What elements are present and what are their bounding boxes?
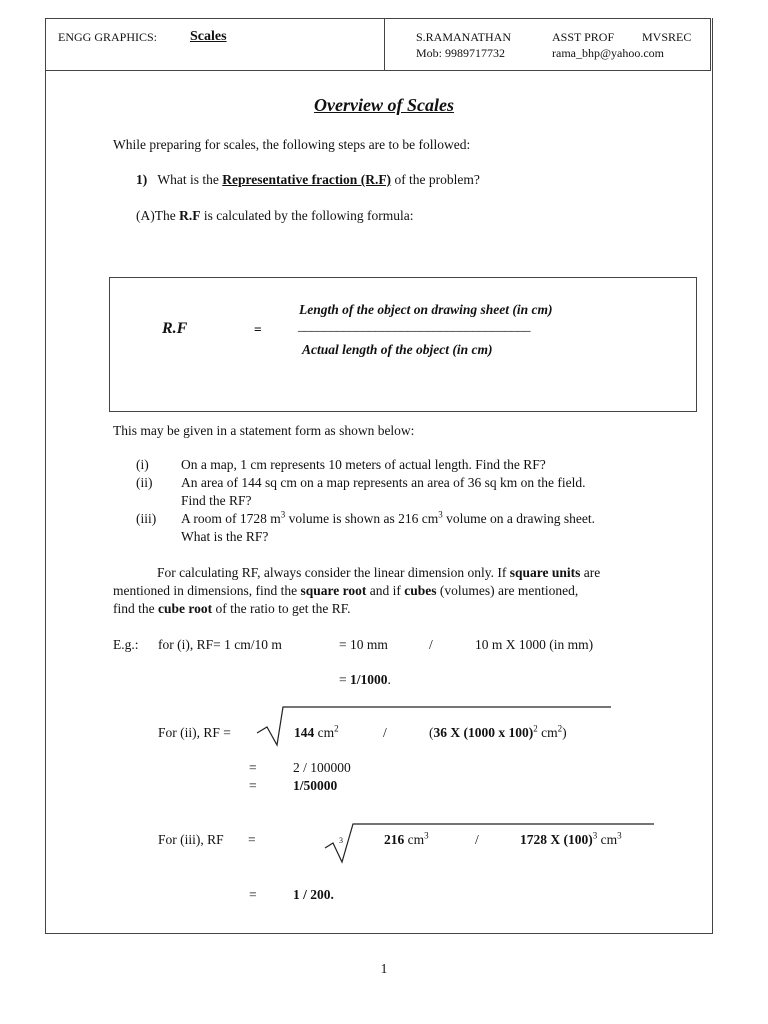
example-label: E.g.:	[113, 637, 139, 652]
step-a-post: is calculated by the following formula:	[200, 208, 414, 223]
step-a-term: R.F	[179, 208, 201, 223]
ex3-slash: /	[475, 832, 479, 847]
ex2-n-unit: cm	[314, 725, 335, 740]
para-l2b: square root	[300, 583, 367, 598]
ex3-d-sup1: 3	[592, 830, 598, 841]
para-l2c: and if	[366, 583, 405, 598]
ex3-numerator	[384, 832, 429, 848]
ex2-lhs: For (ii), RF =	[158, 725, 231, 740]
ex3-denominator	[520, 832, 622, 848]
header-divider	[384, 18, 385, 71]
ex2-d-sup2: 2	[557, 723, 563, 734]
item-2-text: An area of 144 sq cm on a map represents an area of 36 sq km on the field.	[181, 475, 586, 490]
ex3-val: 1 / 200.	[293, 887, 334, 902]
ex3-d-bold: 1728 X (100)	[520, 832, 593, 847]
step-a-label: (A)	[136, 208, 155, 223]
ex2-d-close: )	[562, 725, 567, 740]
step-1-term: Representative fraction (R.F)	[222, 172, 392, 187]
page-title: Overview of Scales	[314, 95, 454, 115]
para-l2d: cubes	[404, 583, 437, 598]
ex1-slash: /	[429, 637, 433, 652]
ex3-n-unit: cm	[404, 832, 425, 847]
step-1	[136, 172, 480, 188]
para-line-3	[113, 601, 351, 617]
header-institution: MVSREC	[642, 30, 692, 44]
ex3-d-sup2: 3	[617, 830, 622, 841]
item-3-part-1: A room of 1728 m	[181, 511, 281, 526]
ex2-numerator	[294, 725, 339, 741]
ex1-result	[339, 672, 391, 688]
ex2-denominator	[429, 725, 567, 741]
header-topic: Scales	[190, 29, 227, 44]
item-1-text: On a map, 1 cm represents 10 meters of actual length. Find the RF?	[181, 457, 546, 472]
para-l2e: (volumes) are mentioned,	[436, 583, 579, 598]
ex3-root-index: 3	[339, 836, 343, 845]
para-line-2	[113, 583, 578, 599]
para-l1a: For calculating RF, always consider the linear dimension only. If	[157, 565, 510, 580]
statement-intro: This may be given in a statement form as shown below:	[113, 423, 415, 438]
para-l2a: mentioned in dimensions, find the	[113, 583, 301, 598]
intro-text: While preparing for scales, the following steps are to be followed:	[113, 137, 471, 152]
item-3-part-2: volume is shown as 216 cm	[285, 511, 439, 526]
header-subject: ENGG GRAPHICS:	[58, 30, 158, 44]
para-l3a: find the	[113, 601, 158, 616]
para-l3b: cube root	[158, 601, 213, 616]
item-3-number: (iii)	[136, 511, 157, 526]
ex2-val1: 2 / 100000	[293, 760, 351, 775]
ex2-val2: 1/50000	[293, 778, 338, 793]
ex2-n-sup: 2	[334, 723, 339, 734]
ex2-d-sup1: 2	[533, 723, 538, 734]
step-a-pre: The	[154, 208, 180, 223]
formula-fraction-line: ____________________________________	[298, 318, 531, 333]
formula-equals: =	[254, 322, 262, 337]
step-1-post: of the problem?	[391, 172, 480, 187]
ex3-eq: =	[248, 832, 256, 847]
item-3-text-2: What is the RF?	[181, 529, 269, 544]
para-l1b: square units	[509, 565, 581, 580]
ex2-d-unit: cm	[537, 725, 558, 740]
ex2-d-bold: 36 X (1000 x 100)	[433, 725, 534, 740]
header-author: S.RAMANATHAN	[416, 30, 512, 44]
ex1-lhs: for (i), RF= 1 cm/10 m	[158, 637, 282, 652]
para-l1c: are	[580, 565, 601, 580]
header-email[interactable]: rama_bhp@yahoo.com	[552, 46, 665, 60]
item-3-sup-1: 3	[280, 509, 286, 520]
ex1-mid: = 10 mm	[339, 637, 388, 652]
ex2-eq1: =	[249, 760, 257, 775]
formula-lhs: R.F	[162, 320, 188, 337]
ex2-eq2: =	[249, 778, 257, 793]
ex1-res-dot: .	[387, 672, 391, 687]
ex1-res-eq: =	[339, 672, 350, 687]
formula-denominator: Actual length of the object (in cm)	[302, 342, 493, 357]
item-3-text	[181, 511, 595, 527]
item-1-number: (i)	[136, 457, 149, 472]
ex1-rhs: 10 m X 1000 (in mm)	[475, 637, 594, 652]
item-2-number: (ii)	[136, 475, 153, 490]
para-line-1	[157, 565, 600, 581]
step-1-number: 1)	[136, 172, 148, 187]
item-3-part-3: volume on a drawing sheet.	[442, 511, 595, 526]
ex3-n-bold: 216	[384, 832, 405, 847]
ex2-n-bold: 144	[294, 725, 315, 740]
item-3-sup-2: 3	[438, 509, 443, 520]
step-1-pre: What is the	[157, 172, 223, 187]
header-designation: ASST PROF	[552, 30, 615, 44]
page-number: 1	[380, 961, 388, 976]
item-2-text-2: Find the RF?	[181, 493, 252, 508]
ex3-d-unit: cm	[597, 832, 618, 847]
ex3-eq2: =	[249, 887, 257, 902]
ex2-d-open: (	[429, 725, 434, 740]
formula-numerator: Length of the object on drawing sheet (in cm)	[299, 302, 553, 317]
header-mobile: Mob: 9989717732	[416, 46, 506, 60]
ex3-lhs: For (iii), RF	[158, 832, 224, 847]
ex2-slash: /	[383, 725, 387, 740]
para-l3c: of the ratio to get the RF.	[212, 601, 351, 616]
ex3-n-sup: 3	[424, 830, 429, 841]
ex1-res-val: 1/1000	[350, 672, 388, 687]
step-a	[136, 208, 413, 224]
